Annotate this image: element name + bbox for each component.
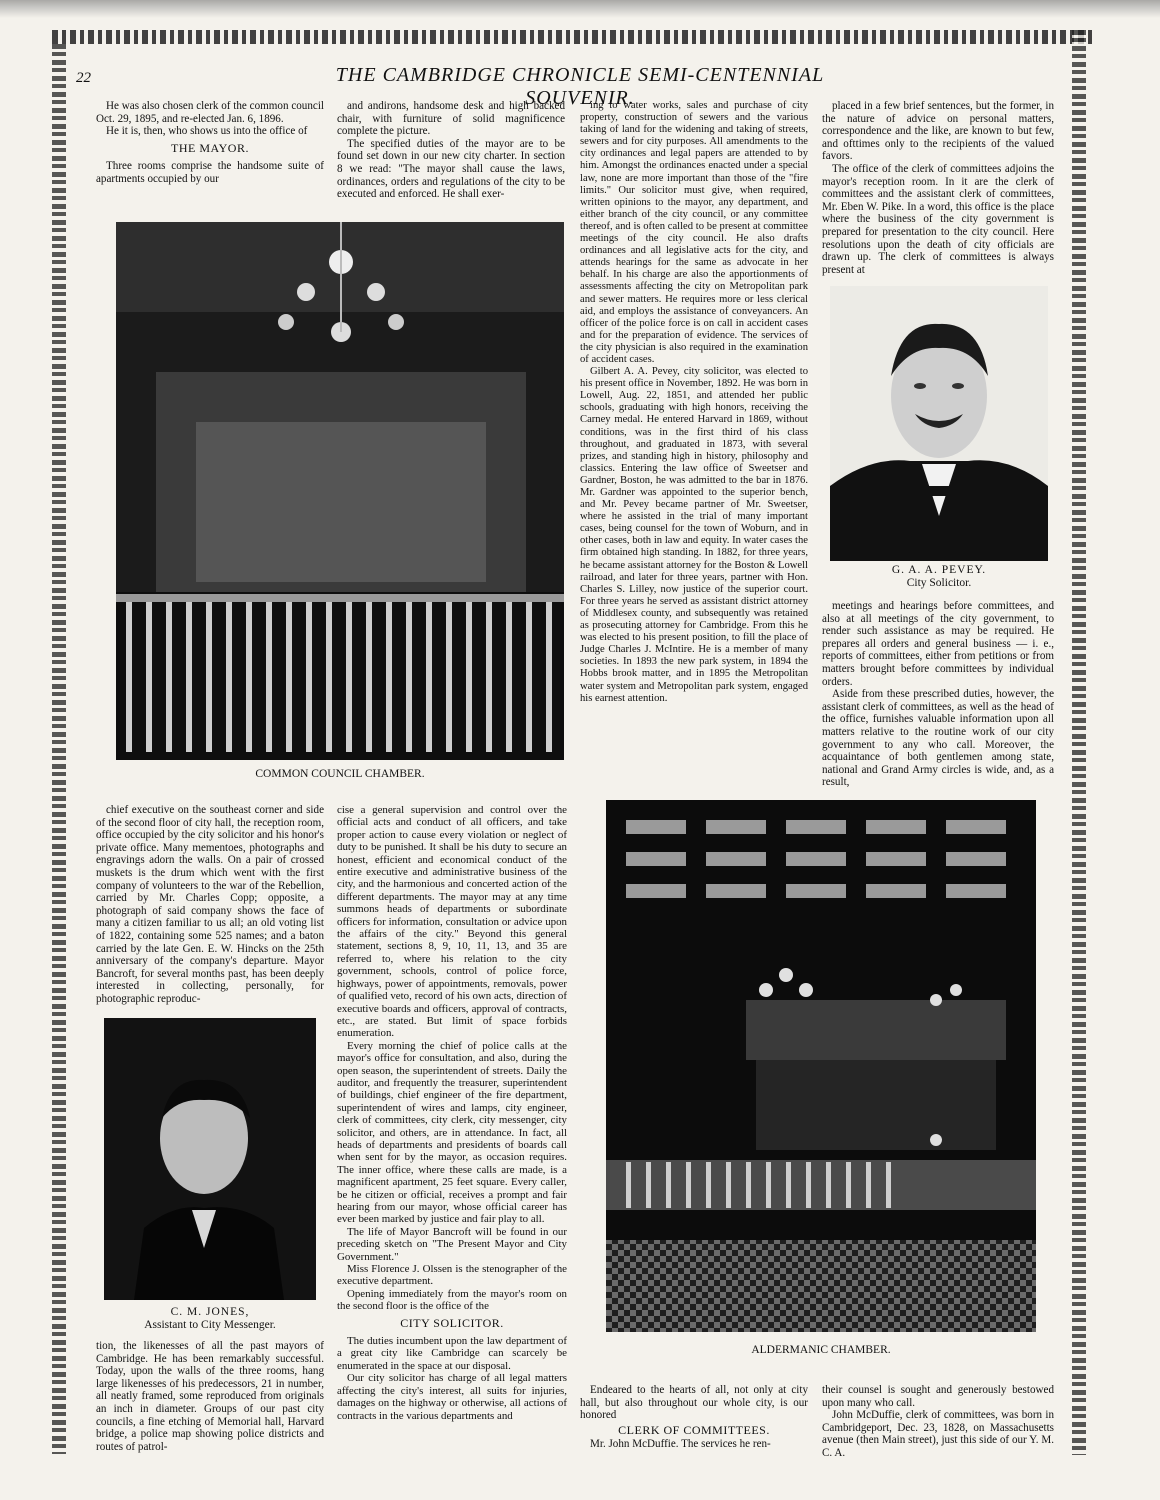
column-3-top [580,100,808,705]
scan-edge [0,0,1160,18]
paragraph: their counsel is sought and generously bestowed upon many who call. [822,1384,1054,1409]
paragraph: meetings and hearings before committees, and also at all meetings of the city government, to render such assistance as may be required. He prepares all orders and general business — i. e., reports of committees, either from petitions or from matters brought before committees by individual orders. [822,600,1054,688]
decorative-border-top [52,30,1092,44]
paragraph: placed in a few brief sentences, but the former, in the nature of advice on personal matters, correspondence and the like, are known to but few, and ofttimes only to the recipients of the valued favors. [822,100,1054,163]
aldermanic-chamber-photo [606,800,1036,1332]
caption-jones [104,1306,316,1332]
jones-portrait [104,1018,316,1300]
paragraph: chief executive on the southeast corner and side of the second floor of city hall, the reception room, office occupied by the city solicitor and his honor's private office. Many mementoes, photographs and engravings adorn the walls. On a pair of crossed muskets is the drum which went with the first company of volunteers to the war of the Rebellion, carried by Mr. Charles Copp; opposite, a photograph of said company shows the face of many a citizen familiar to us all; an old voting list of 1822, containing some 525 names; and a baton carried by the late Gen. E. W. Hincks on the 25th anniversary of the company's departure. Mayor Bancroft, for several months past, has been deeply interested in collecting, personally, for photographic reproduc- [96,804,324,1005]
paragraph: Endeared to the hearts of all, not only at city hall, but also throughout our whole city, is our honored [580,1384,808,1422]
paragraph: and andirons, handsome desk and high backed chair, with furniture of solid magnificence complete the picture. [337,100,565,138]
paragraph: Three rooms comprise the handsome suite of apartments occupied by our [96,160,324,185]
paragraph: cise a general supervision and control over the official acts and conduct of all officers, and take proper action to cause every violation or neglect of duty to be punished. It shall be his duty to secure an honest, efficient and economical conduct of the entire executive and administrative business of the city, and the harmonious and concerted action of the different departments. The mayor may at any time summons heads of departments or subordinate officers for information, consultation or advice upon the affairs of the city." Beyond this general statement, sections 8, 9, 10, 11, 13, and 35 are referred to, where his relation to the city government, schools, control of police force, highways, power of appointments, removals, power of qualified veto, record of his own acts, direction of executive boards and officers, approval of contracts, etc., are stated. But limit of space forbids enumeration. [337,804,567,1040]
section-heading-mayor: THE MAYOR. [171,140,249,155]
paragraph: Every morning the chief of police calls at the mayor's office for consultation, and also, during the open season, the superintendent of streets. Daily the auditor, and frequently the treasurer, superintendent of buildings, chief engineer of the fire department, superintendent of wires and lamps, city engineer, clerk of committees, city clerk, city messenger, city solicitor, and others, are in attendance. In fact, all heads of departments and presidents of boards call when sent for by the mayor, as occasion requires. The inner office, where these calls are made, is a magnificent apartment, 25 feet square. Every caller, be he citizen or official, receives a prompt and fair hearing from our mayor, whose official career has ever been marked by justice and fair play to all. [337,1039,567,1226]
page-number: 22 [76,70,91,86]
paragraph: He it is, then, who shows us into the office of [106,125,308,138]
running-head: THE CAMBRIDGE CHRONICLE SEMI-CENTENNIAL SOUVENIR. [335,64,825,109]
pevey-portrait [830,286,1048,561]
pevey-name: G. A. A. PEVEY. [891,564,987,576]
paragraph: Our city solicitor has charge of all legal matters affecting the city's interest, all suits for injuries, damages on the highway or otherwise, all actions of contracts in the various departments and [337,1372,567,1422]
column-4-top [822,100,1054,276]
paragraph: Aside from these prescribed duties, however, the assistant clerk of committees, as well as the head of the office, furnishes valuable information upon all matters relative to the routine work of our city government to any who call. Moreover, the acquaintance of both gentlemen among state, national and Grand Army circles is wide, and, as a result, [822,688,1054,789]
paragraph: The specified duties of the mayor are to be found set down in our new city charter. In section 8 we read: "The mayor shall cause the laws, ordinances, orders and regulations of the city to be executed and enforced. He shall exer- [337,137,565,201]
paragraph: tion, the likenesses of all the past mayors of Cambridge. He has been remarkably successful. Today, upon the walls of the three rooms, hang large likenesses of his predecessors, 21 in number, all neatly framed, some reproduced from originals an inch in diameter. Groups of our past city councils, a fine etching of Memorial hall, Harvard bridge, a police map showing police districts and routes of patrol- [96,1340,324,1453]
column-3-bottom [580,1384,808,1451]
jones-name: C. M. JONES, [170,1306,250,1318]
column-2-mid [337,804,567,1422]
paragraph: Mr. John McDuffie. The services he ren- [590,1438,771,1451]
column-4-mid [822,600,1054,789]
paragraph: He was also chosen clerk of the common council Oct. 29, 1895, and re-elected Jan. 6, 1896. [96,100,324,125]
column-1-bottom [96,1340,324,1453]
caption-pevey [830,564,1048,590]
jones-title: Assistant to City Messenger. [144,1319,276,1331]
column-4-bottom [822,1384,1054,1460]
paragraph: ing to water works, sales and purchase of city property, construction of sewers and the various taking of land for the widening and taking of streets, sewers and for city purposes. All amendments to the city ordinances and legal papers are attended to by him. Amongst the ordinances enacted under a special law, none are more important than those of the "fire limits." Our solicitor must give, when required, written opinions to the mayor, any department, and either branch of the city council, or any committee thereof, and is often called to be present at committee meetings of the city council. He also drafts ordinances and all legislative acts for the city, and attends hearings for the same as advocate in her behalf. In his charge are also the apportionments of assessments affecting the city on Metropolitan park and sewer matters. He requires more or less clerical aid, and employs the assistance of conveyancers. An officer of the police force is on call in accident cases and for the preparation of evidence. The services of the city physician is also required in the examination of accident cases. [580,100,808,365]
column-1-top [96,100,324,186]
caption-aldermanic-chamber: ALDERMANIC CHAMBER. [751,1344,891,1356]
decorative-border-left [52,44,66,1454]
paragraph: Opening immediately from the mayor's room on the second floor is the office of the [337,1287,567,1313]
column-1-mid [96,804,324,1006]
council-chamber-photo [116,222,564,760]
paragraph: Miss Florence J. Olssen is the stenographer of the executive department. [337,1263,567,1288]
column-2-top [337,100,565,201]
paragraph: John McDuffie, clerk of committees, was born in Cambridgeport, Dec. 23, 1828, on Massachusetts avenue (then Main street), just this side of our Y. M. C. A. [822,1409,1054,1459]
section-heading-clerk-of-committees: CLERK OF COMMITTEES. [618,1422,770,1437]
paragraph: The duties incumbent upon the law department of a great city like Cambridge can scarcely be enumerated in the space at our disposal. [337,1335,567,1372]
decorative-border-right [1072,30,1086,1455]
paragraph: Gilbert A. A. Pevey, city solicitor, was elected to his present office in November, 1892. He was born in Lowell, Aug. 22, 1851, and attended her public schools, graduating with high honors, receiving the Carney medal. He entered Harvard in 1869, without conditions, was in the first third of his class throughout, and graduated in 1873, with several prizes, and standing high in history, philosophy and classics. Entering the law office of Sweetser and Gardner, Boston, he was admitted to the bar in 1876. Mr. Gardner was appointed to the superior bench, and Mr. Pevey became partner of Mr. Sweetser, where he assisted in the trial of many important cases, being counsel for the town of Woburn, and in other cases, both in law and equity. In water cases the firm obtained high standing. In 1882, for three years, he became assistant attorney for the Boston & Lowell railroad, and later for three years, partner with Hon. Charles S. Lilley, now justice of the superior court. For three years he served as assistant district attorney of Middlesex county, and subsequently was retained as prosecuting attorney for Cambridge. From this he was elected to his present position, to fill the place of Judge Charles J. McIntire. He is a member of many societies. In 1893 the new park system, in 1894 the Hobbs brook matter, and in 1895 the Metropolitan water system and Metropolitan park system, engaged his earnest attention. [580,366,808,704]
paragraph: The life of Mayor Bancroft will be found in our preceding sketch on "The Present Mayor and City Government." [337,1225,567,1263]
section-heading-city-solicitor: CITY SOLICITOR. [400,1315,504,1330]
pevey-title: City Solicitor. [906,577,972,589]
paragraph: The office of the clerk of committees adjoins the mayor's reception room. In it are the clerk of committees and the assistant clerk of committees, Mr. Eben W. Pike. In a word, this office is the place where the business of the city government is prepared for presentation to the city council. Here resolutions upon the death of city officials are drawn up. The clerk of committees is always present at [822,162,1054,276]
caption-council-chamber: COMMON COUNCIL CHAMBER. [255,768,425,780]
